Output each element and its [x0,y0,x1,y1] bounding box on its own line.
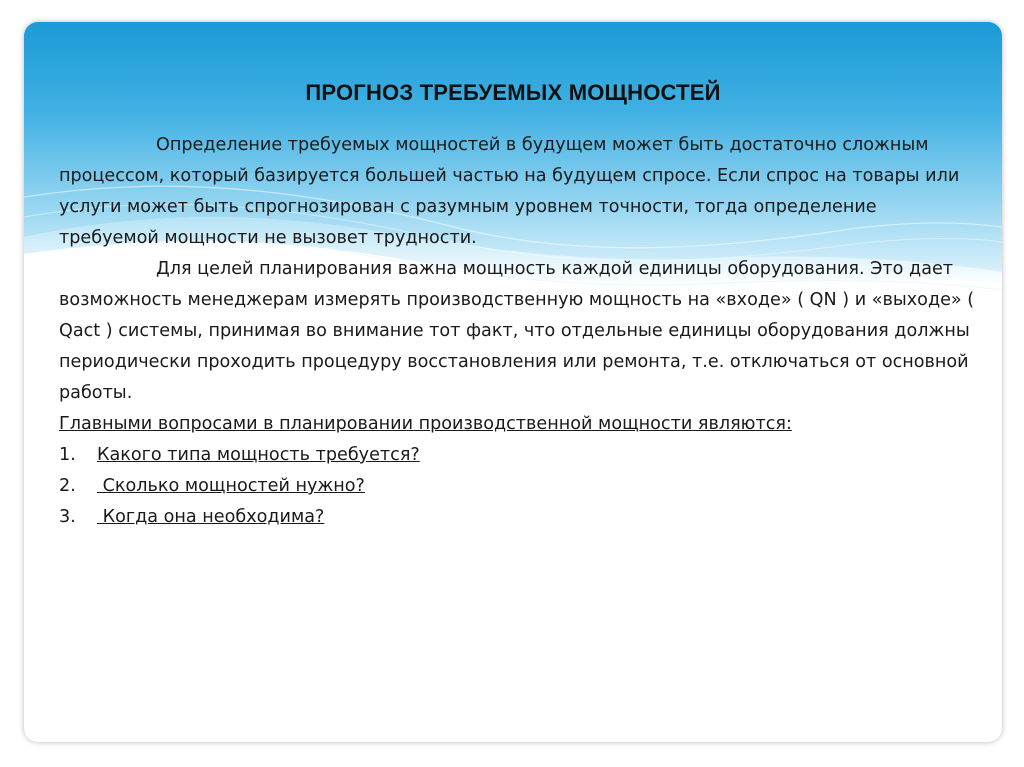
questions-list [59,440,979,533]
questions-lead: Главными вопросами в планировании производственной мощности являются: [59,414,792,434]
question-item [59,440,979,471]
slide [24,22,1002,742]
slide-title: ПРОГНОЗ ТРЕБУЕМЫХ МОЩНОСТЕЙ [305,80,721,105]
paragraph-planning: Для целей планирования важна мощность каждой единицы оборудования. Это дает возможность менеджерам измерять производственную мощность на «входе» ( QN ) и «выходе» ( Qact ) системы, принимая во внимание тот факт, что отдельные единицы оборудования должны периодически проходить процедуру восстановления или ремонта, т.е. отключаться от основной работы. [59,259,975,403]
question-text: Когда она необходима? [97,507,325,527]
question-item [59,471,979,502]
paragraph-forecast: Определение требуемых мощностей в будущем может быть достаточно сложным процессом, который базируется большей частью на будущем спросе. Если спрос на товары или услуги может быть спрогнозирован с разумным уровнем точности, тогда определение требуемой мощности не вызовет трудности. [59,135,960,248]
question-number: 2. [59,476,76,496]
question-number: 1. [59,445,76,465]
question-number: 3. [59,507,76,527]
question-item [59,502,979,533]
slide-body [59,130,979,533]
question-text: Сколько мощностей нужно? [97,476,365,496]
question-text: Какого типа мощность требуется? [97,445,420,465]
